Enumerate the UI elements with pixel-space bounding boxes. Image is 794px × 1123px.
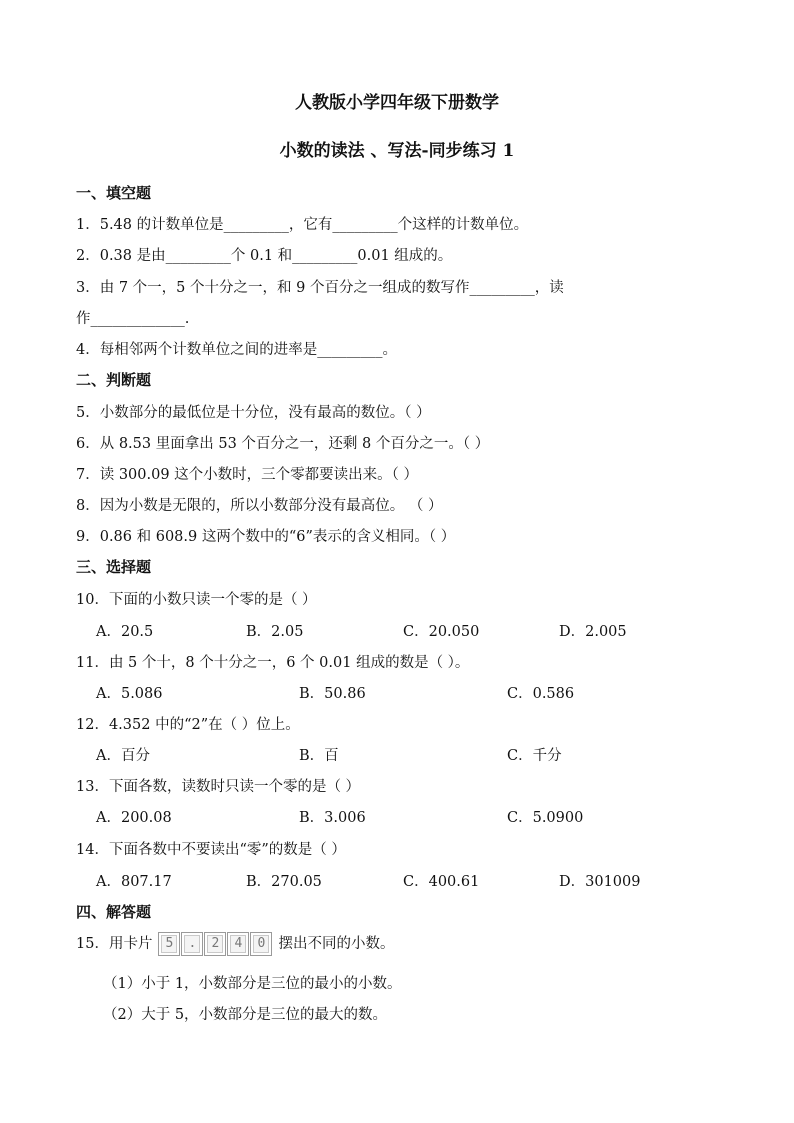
q12-option-c: C．千分 <box>507 748 562 764</box>
question-15-part-2: （2）大于 5，小数部分是三位的最大的数。 <box>103 1007 388 1023</box>
question-6: 6．从 8.53 里面拿出 53 个百分之一，还剩 8 个百分之一。（ ） <box>76 436 490 452</box>
q12-option-a: A．百分 <box>96 748 150 764</box>
number-card: 5 <box>158 932 180 956</box>
question-10: 10．下面的小数只读一个零的是（ ） <box>76 592 317 608</box>
q12-option-b: B．百 <box>299 748 339 764</box>
section-true-false: 二、判断题 <box>76 371 152 389</box>
number-card: . <box>181 932 203 956</box>
q10-option-d: D．2.005 <box>559 624 627 640</box>
question-15-suffix: 摆出不同的小数。 <box>278 936 395 952</box>
page-title: 人教版小学四年级下册数学 <box>295 93 499 113</box>
q14-option-d: D．301009 <box>559 874 641 890</box>
q11-option-c: C．0.586 <box>507 686 575 702</box>
q13-option-b: B．3.006 <box>299 810 366 826</box>
question-9: 9．0.86 和 608.9 这两个数中的“6”表示的含义相同。（ ） <box>76 529 456 545</box>
question-12: 12．4.352 中的“2”在（ ）位上。 <box>76 717 300 733</box>
section-multiple-choice: 三、选择题 <box>76 558 152 576</box>
section-fill-blank: 一、填空题 <box>76 184 152 202</box>
q14-option-b: B．270.05 <box>246 874 322 890</box>
question-14: 14．下面各数中不要读出“零”的数是（ ） <box>76 842 346 858</box>
question-13: 13．下面各数，读数时只读一个零的是（ ） <box>76 779 361 795</box>
q13-option-c: C．5.0900 <box>507 810 584 826</box>
number-card: 2 <box>204 932 226 956</box>
number-card: 4 <box>227 932 249 956</box>
question-15-part-1: （1）小于 1，小数部分是三位的最小的小数。 <box>103 976 402 992</box>
question-1: 1．5.48 的计数单位是_________，它有_________个这样的计数单位。 <box>76 217 529 233</box>
q14-option-c: C．400.61 <box>403 874 480 890</box>
number-cards <box>158 932 272 956</box>
question-7: 7．读 300.09 这个小数时，三个零都要读出来。（ ） <box>76 467 419 483</box>
q11-option-a: A．5.086 <box>96 686 163 702</box>
question-3-line1: 3．由 7 个一，5 个十分之一，和 9 个百分之一组成的数写作_________，读 <box>76 280 564 296</box>
q10-option-c: C．20.050 <box>403 624 480 640</box>
q10-option-b: B．2.05 <box>246 624 304 640</box>
question-2: 2．0.38 是由_________个 0.1 和_________0.01 组成的。 <box>76 248 453 264</box>
question-15-prefix: 15．用卡片 <box>76 936 153 952</box>
q14-option-a: A．807.17 <box>96 874 172 890</box>
question-5: 5．小数部分的最低位是十分位，没有最高的数位。（ ） <box>76 405 431 421</box>
q10-option-a: A．20.5 <box>96 624 154 640</box>
q11-option-b: B．50.86 <box>299 686 366 702</box>
section-word-problems: 四、解答题 <box>76 903 152 921</box>
number-card: 0 <box>250 932 272 956</box>
question-3-line2: 作_____________. <box>76 311 190 327</box>
question-11: 11．由 5 个十，8 个十分之一，6 个 0.01 组成的数是（ ）。 <box>76 655 470 671</box>
q13-option-a: A．200.08 <box>96 810 172 826</box>
question-8: 8．因为小数是无限的，所以小数部分没有最高位。 （ ） <box>76 498 443 514</box>
question-15 <box>76 932 394 956</box>
question-4: 4．每相邻两个计数单位之间的进率是_________。 <box>76 342 397 358</box>
page-subtitle: 小数的读法 、写法-同步练习 1 <box>279 141 515 161</box>
